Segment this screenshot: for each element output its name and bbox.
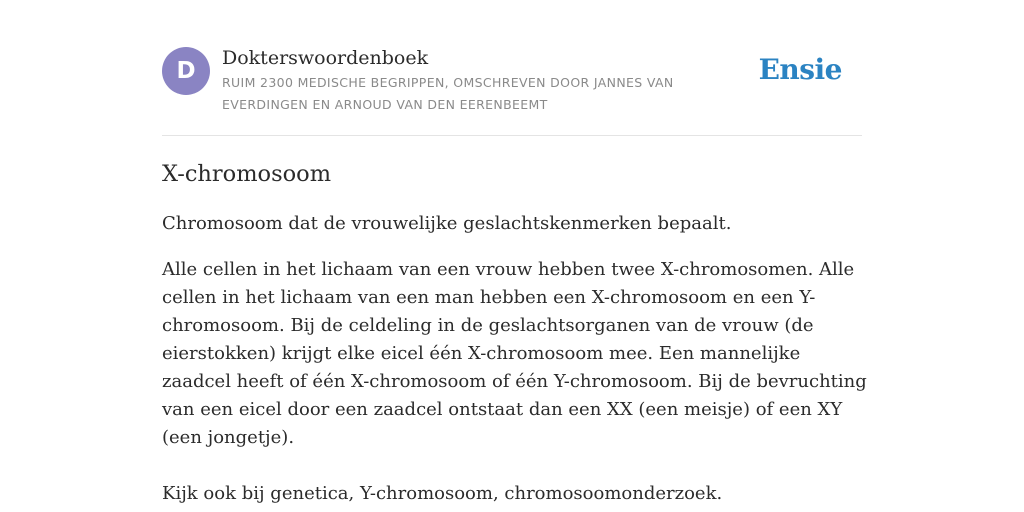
source-subtitle: RUIM 2300 MEDISCHE BEGRIPPEN, OMSCHREVEN DOOR JANNES VAN EVERDINGEN EN ARNOUD VAN DEN EERENBEEMT — [222, 75, 674, 112]
source-header — [162, 44, 862, 136]
source-title[interactable]: Dokterswoordenboek — [222, 47, 429, 69]
definition-summary: Chromosoom dat de vrouwelijke geslachtskenmerken bepaalt. — [162, 213, 732, 234]
source-avatar[interactable]: D — [162, 47, 210, 95]
ensie-logo[interactable]: Ensie — [758, 53, 842, 86]
entry-content — [162, 158, 872, 508]
definition-body: Alle cellen in het lichaam van een vrouw hebben twee X-chromosomen. Alle cellen in het lichaam van een man hebben een X-chromosoom en een Y-chromosoom. Bij de celdeling in de geslachtsorganen van de vrouw (de eierstokken) krijgt elke eicel één X-chromosoom mee. Een mannelijke zaadcel heeft of één X-chromosoom of één Y-chromosoom. Bij de bevruchting van een eicel door een zaadcel ontstaat dan een XX (een meisje) of een XY (een jongetje). Kijk ook bij genetica, Y-chromosoom, chromosoomonderzoek. — [162, 259, 867, 504]
entry-term: X-chromosoom — [162, 161, 332, 187]
